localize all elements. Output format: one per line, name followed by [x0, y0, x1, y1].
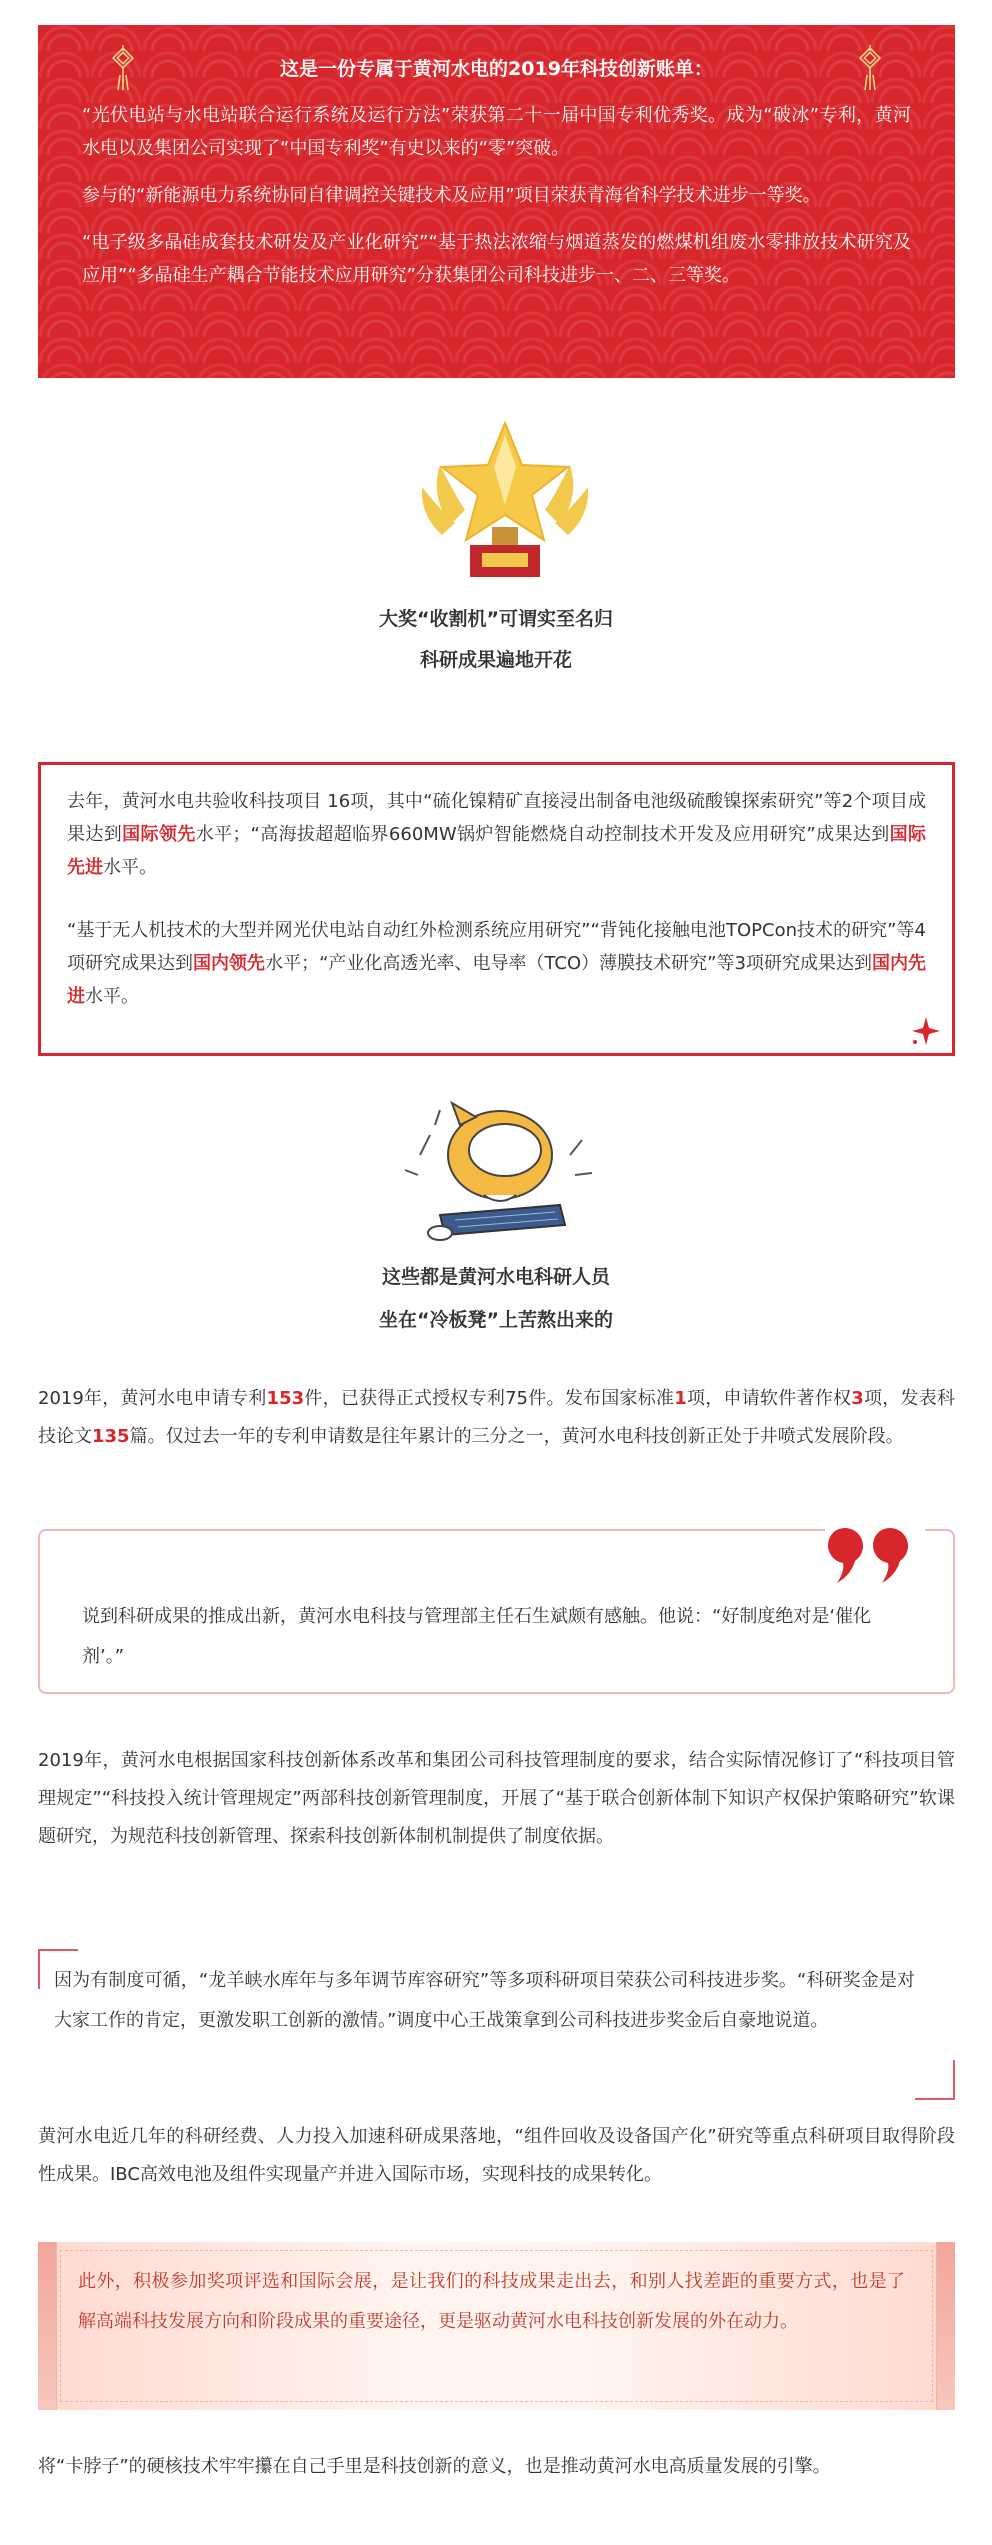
- highlight-text: 国内领先: [193, 953, 266, 974]
- quote-text: 说到科研成果的推成出新，黄河水电科技与管理部主任石生斌颇有感触。他说：“好制度绝对是‘催化剂’。”: [82, 1606, 872, 1667]
- scroll-edge: [38, 2242, 57, 2410]
- achievement-banner: [38, 25, 955, 378]
- results-paragraph: “基于无人机技术的大型并网光伏电站自动红外检测系统应用研究”“背钝化接触电池TOPCon技术的研究”等4项研究成果达到国内领先水平；“产业化高透光率、电导率（TCO）薄膜技术研究”等3项研究成果达到国内先进水平。: [67, 920, 927, 1007]
- trophy-icon: [410, 415, 600, 585]
- banner-paragraph: 参与的“新能源电力系统协同自律调控关键技术及应用”项目荣获青海省科学技术进步一等奖。: [82, 185, 821, 206]
- bracket-text: 因为有制度可循，“龙羊峡水库年与多年调节库容研究”等多项科研项目荣获公司科技进步奖。“科研奖金是对大家工作的肯定，更激发职工创新的激情。”调度中心王战策拿到公司科技进步奖金后自豪地说道。: [54, 1970, 915, 2031]
- banner-paragraph: “电子级多晶硅成套技术研发及产业化研究”“基于热法浓缩与烟道蒸发的燃煤机组废水零排放技术研究及应用”“多晶硅生产耦合节能技术应用研究”分获集团公司科技进步一、二、三等奖。: [82, 232, 911, 286]
- section-heading: 坐在“冷板凳”上苦熬出来的: [379, 1309, 613, 1331]
- sparkle-icon: [910, 1015, 942, 1047]
- stat-number: 153: [266, 1388, 305, 1409]
- banner-title: 这是一份专属于黄河水电的2019年科技创新账单：: [280, 58, 713, 80]
- stats-paragraph: 2019年，黄河水电申请专利153件，已获得正式授权专利75件。发布国家标准1项，申请软件著作权3项，发表科技论文135篇。仅过去一年的专利申请数是往年累计的三分之一，黄河水电科技创新正处于井喷式发展阶段。: [38, 1388, 956, 1447]
- bracket-quote: [38, 1961, 955, 2088]
- results-paragraph: 去年，黄河水电共验收科技项目 16项，其中“硫化镍精矿直接浸出制备电池级硫酸镍探索研究”等2个项目成果达到国际领先水平；“高海拔超超临界660MW锅炉智能燃烧自动控制技术开发及应用研究”成果达到国际先进水平。: [67, 791, 927, 878]
- quote-box: [38, 1529, 955, 1694]
- stat-number: 1: [674, 1388, 687, 1409]
- highlight-text: 国际领先: [122, 824, 196, 845]
- highlight-box: [38, 2242, 955, 2410]
- section-heading: 这些都是黄河水电科研人员: [381, 1266, 610, 1288]
- chinese-knot-icon: [108, 45, 138, 91]
- stat-number: 135: [92, 1426, 130, 1447]
- bracket-corner: [38, 1949, 78, 1989]
- bracket-corner: [915, 2060, 955, 2100]
- body-paragraph: 2019年，黄河水电根据国家科技创新体系改革和集团公司科技管理制度的要求，结合实际情况修订了“科技项目管理规定”“科技投入统计管理规定”两部科技创新管理制度，开展了“基于联合创新体制下知识产权保护策略研究”软课题研究，为规范科技创新管理、探索科技创新体制机制提供了制度依据。: [38, 1750, 955, 1847]
- scroll-edge: [936, 2242, 955, 2410]
- results-box: [38, 762, 955, 1056]
- chinese-knot-icon: [855, 45, 885, 91]
- highlight-text: 国际先进: [67, 824, 927, 878]
- banner-paragraph: “光伏电站与水电站联合运行系统及运行方法”荣获第二十一届中国专利优秀奖。成为“破冰”专利，黄河水电以及集团公司实现了“中国专利奖”有史以来的“零”突破。: [82, 105, 911, 159]
- section-heading: 大奖“收割机”可谓实至名归: [379, 608, 613, 630]
- cat-typing-illustration: [400, 1095, 600, 1245]
- highlight-text: 此外，积极参加奖项评选和国际会展，是让我们的科技成果走出去，和别人找差距的重要方式，也是了解高端科技发展方向和阶段成果的重要途径，更是驱动黄河水电科技创新发展的外在动力。: [78, 2271, 905, 2332]
- stat-number: 3: [851, 1388, 864, 1409]
- closing-paragraph: 将“卡脖子”的硬核技术牢牢攥在自己手里是科技创新的意义，也是推动黄河水电高质量发展的引擎。: [38, 2456, 831, 2477]
- quote-mark-icon: [825, 1519, 925, 1589]
- highlight-text: 国内先进: [67, 953, 927, 1007]
- body-paragraph: 黄河水电近几年的科研经费、人力投入加速科研成果落地，“组件回收及设备国产化”研究等重点科研项目取得阶段性成果。IBC高效电池及组件实现量产并进入国际市场，实现科技的成果转化。: [38, 2126, 955, 2185]
- section-heading: 科研成果遍地开花: [419, 649, 572, 671]
